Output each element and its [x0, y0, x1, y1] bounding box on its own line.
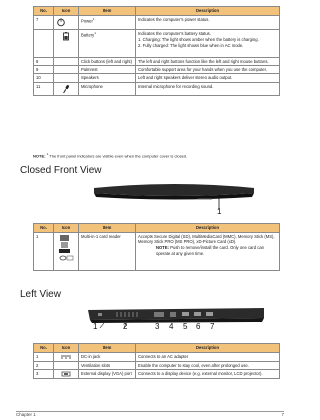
cell-no: 2 — [34, 362, 54, 370]
left-callout-1: 1 — [93, 322, 98, 331]
col-header-no: No. — [34, 7, 54, 16]
left-callout-4: 4 — [169, 322, 174, 331]
cell-description: Enable the computer to stay cool, even after prolonged use. — [136, 362, 280, 370]
footnote: NOTE: $^1$ The front panel indicators are visible even when the computer cover is closed. — [33, 152, 188, 159]
table-row — [34, 74, 280, 82]
cell-item: Ventilation slots — [79, 362, 136, 370]
table-row — [34, 353, 280, 362]
dc-in-icon — [54, 353, 79, 362]
cell-item: Power$^1$ — [79, 16, 136, 30]
cell-icon-empty — [54, 58, 79, 66]
table-indicators — [33, 6, 280, 96]
table-row — [34, 233, 280, 271]
table-left-view — [33, 343, 280, 379]
cell-description: Connects to an AC adapter — [136, 353, 280, 362]
left-callout-6: 6 — [196, 322, 201, 331]
col-header-item: Item — [79, 344, 136, 353]
footer-chapter: Chapter 1 — [16, 412, 36, 417]
left-callout-7: 7 — [210, 322, 215, 331]
cell-item: Speakers — [79, 74, 136, 82]
col-header-description: Description — [136, 344, 280, 353]
cell-description: Internal microphone for recording sound. — [136, 82, 280, 95]
table-row — [34, 370, 280, 379]
table-row — [34, 30, 280, 58]
cell-item: Click buttons (left and right) — [79, 58, 136, 66]
table-header-row — [34, 7, 280, 16]
col-header-no: No. — [34, 344, 54, 353]
cell-icon-empty — [54, 74, 79, 82]
cell-no: 1 — [34, 353, 54, 362]
section-heading-front: Closed Front View — [20, 165, 102, 176]
cell-item: Microphone — [79, 82, 136, 95]
cell-description: Accepts Secure Digital (SD), MultiMediaCard (MMC), Memory Stick (MS), Memory Stick PRO (MS PRO), xD-Picture Card (xD). NOTE: Push to remove/install the card. Only one card can operate at any given time. — [136, 233, 280, 271]
cell-item: Multi-in-1 card reader — [79, 233, 136, 271]
table-row — [34, 66, 280, 74]
col-header-icon: Icon — [54, 7, 79, 16]
microphone-icon — [54, 82, 79, 95]
table-row — [34, 58, 280, 66]
cell-description: Indicates the computer’s power status. — [136, 16, 280, 30]
cell-item: External display (VGA) port — [79, 370, 136, 379]
cell-no — [34, 30, 54, 58]
cell-icon-empty — [54, 362, 79, 370]
left-callout-5: 5 — [183, 322, 188, 331]
col-header-icon: Icon — [54, 344, 79, 353]
cell-description: Comfortable support area for your hands when you use the computer. — [136, 66, 280, 74]
cell-no: 7 — [34, 16, 54, 30]
col-header-icon: Icon — [54, 224, 79, 233]
left-callouts — [93, 322, 233, 332]
table-row — [34, 362, 280, 370]
cell-no: 1 — [34, 233, 54, 271]
left-callout-3: 3 — [155, 322, 160, 331]
table-row — [34, 16, 280, 30]
col-header-description: Description — [136, 224, 280, 233]
cell-no: 9 — [34, 66, 54, 74]
cell-description: Connects to a display device (e.g. external monitor, LCD projector). — [136, 370, 280, 379]
battery-icon — [54, 30, 79, 58]
cell-no: 8 — [34, 58, 54, 66]
cell-no: 3 — [34, 370, 54, 379]
card-reader-icons — [54, 233, 79, 271]
col-header-no: No. — [34, 224, 54, 233]
inline-note: NOTE: Push to remove/install the card. Only one card can operate at any given time. — [156, 245, 265, 256]
footer-page-number: 7 — [281, 412, 284, 417]
table-header-row — [34, 344, 280, 353]
closed-front-view-image — [88, 180, 260, 220]
cell-description: The left and right buttons function like the left and right mouse buttons. — [136, 58, 280, 66]
col-header-item: Item — [79, 7, 136, 16]
table-row — [34, 82, 280, 95]
col-header-description: Description — [136, 7, 280, 16]
cell-item: DC-in jack — [79, 353, 136, 362]
section-heading-left: Left View — [20, 289, 61, 300]
power-icon — [54, 16, 79, 30]
left-callout-2: 2 — [123, 322, 128, 331]
vga-icon — [54, 370, 79, 379]
cell-no: 11 — [34, 82, 54, 95]
cell-icon-empty — [54, 66, 79, 74]
cell-no: 10 — [34, 74, 54, 82]
cell-description: Left and right speakers deliver stereo audio output. — [136, 74, 280, 82]
cell-item: Battery$^1$ — [79, 30, 136, 58]
cell-item: Palmrest — [79, 66, 136, 74]
front-callout-1: 1 — [217, 207, 222, 216]
table-header-row — [34, 224, 280, 233]
cell-description: Indicates the computer’s battery status. 1. Charging: The light shows amber when the battery is charging. 2. Fully charged: The light shows blue when in AC mode. — [136, 30, 280, 58]
footer-rule — [16, 411, 284, 412]
table-front-view — [33, 223, 280, 271]
col-header-item: Item — [79, 224, 136, 233]
